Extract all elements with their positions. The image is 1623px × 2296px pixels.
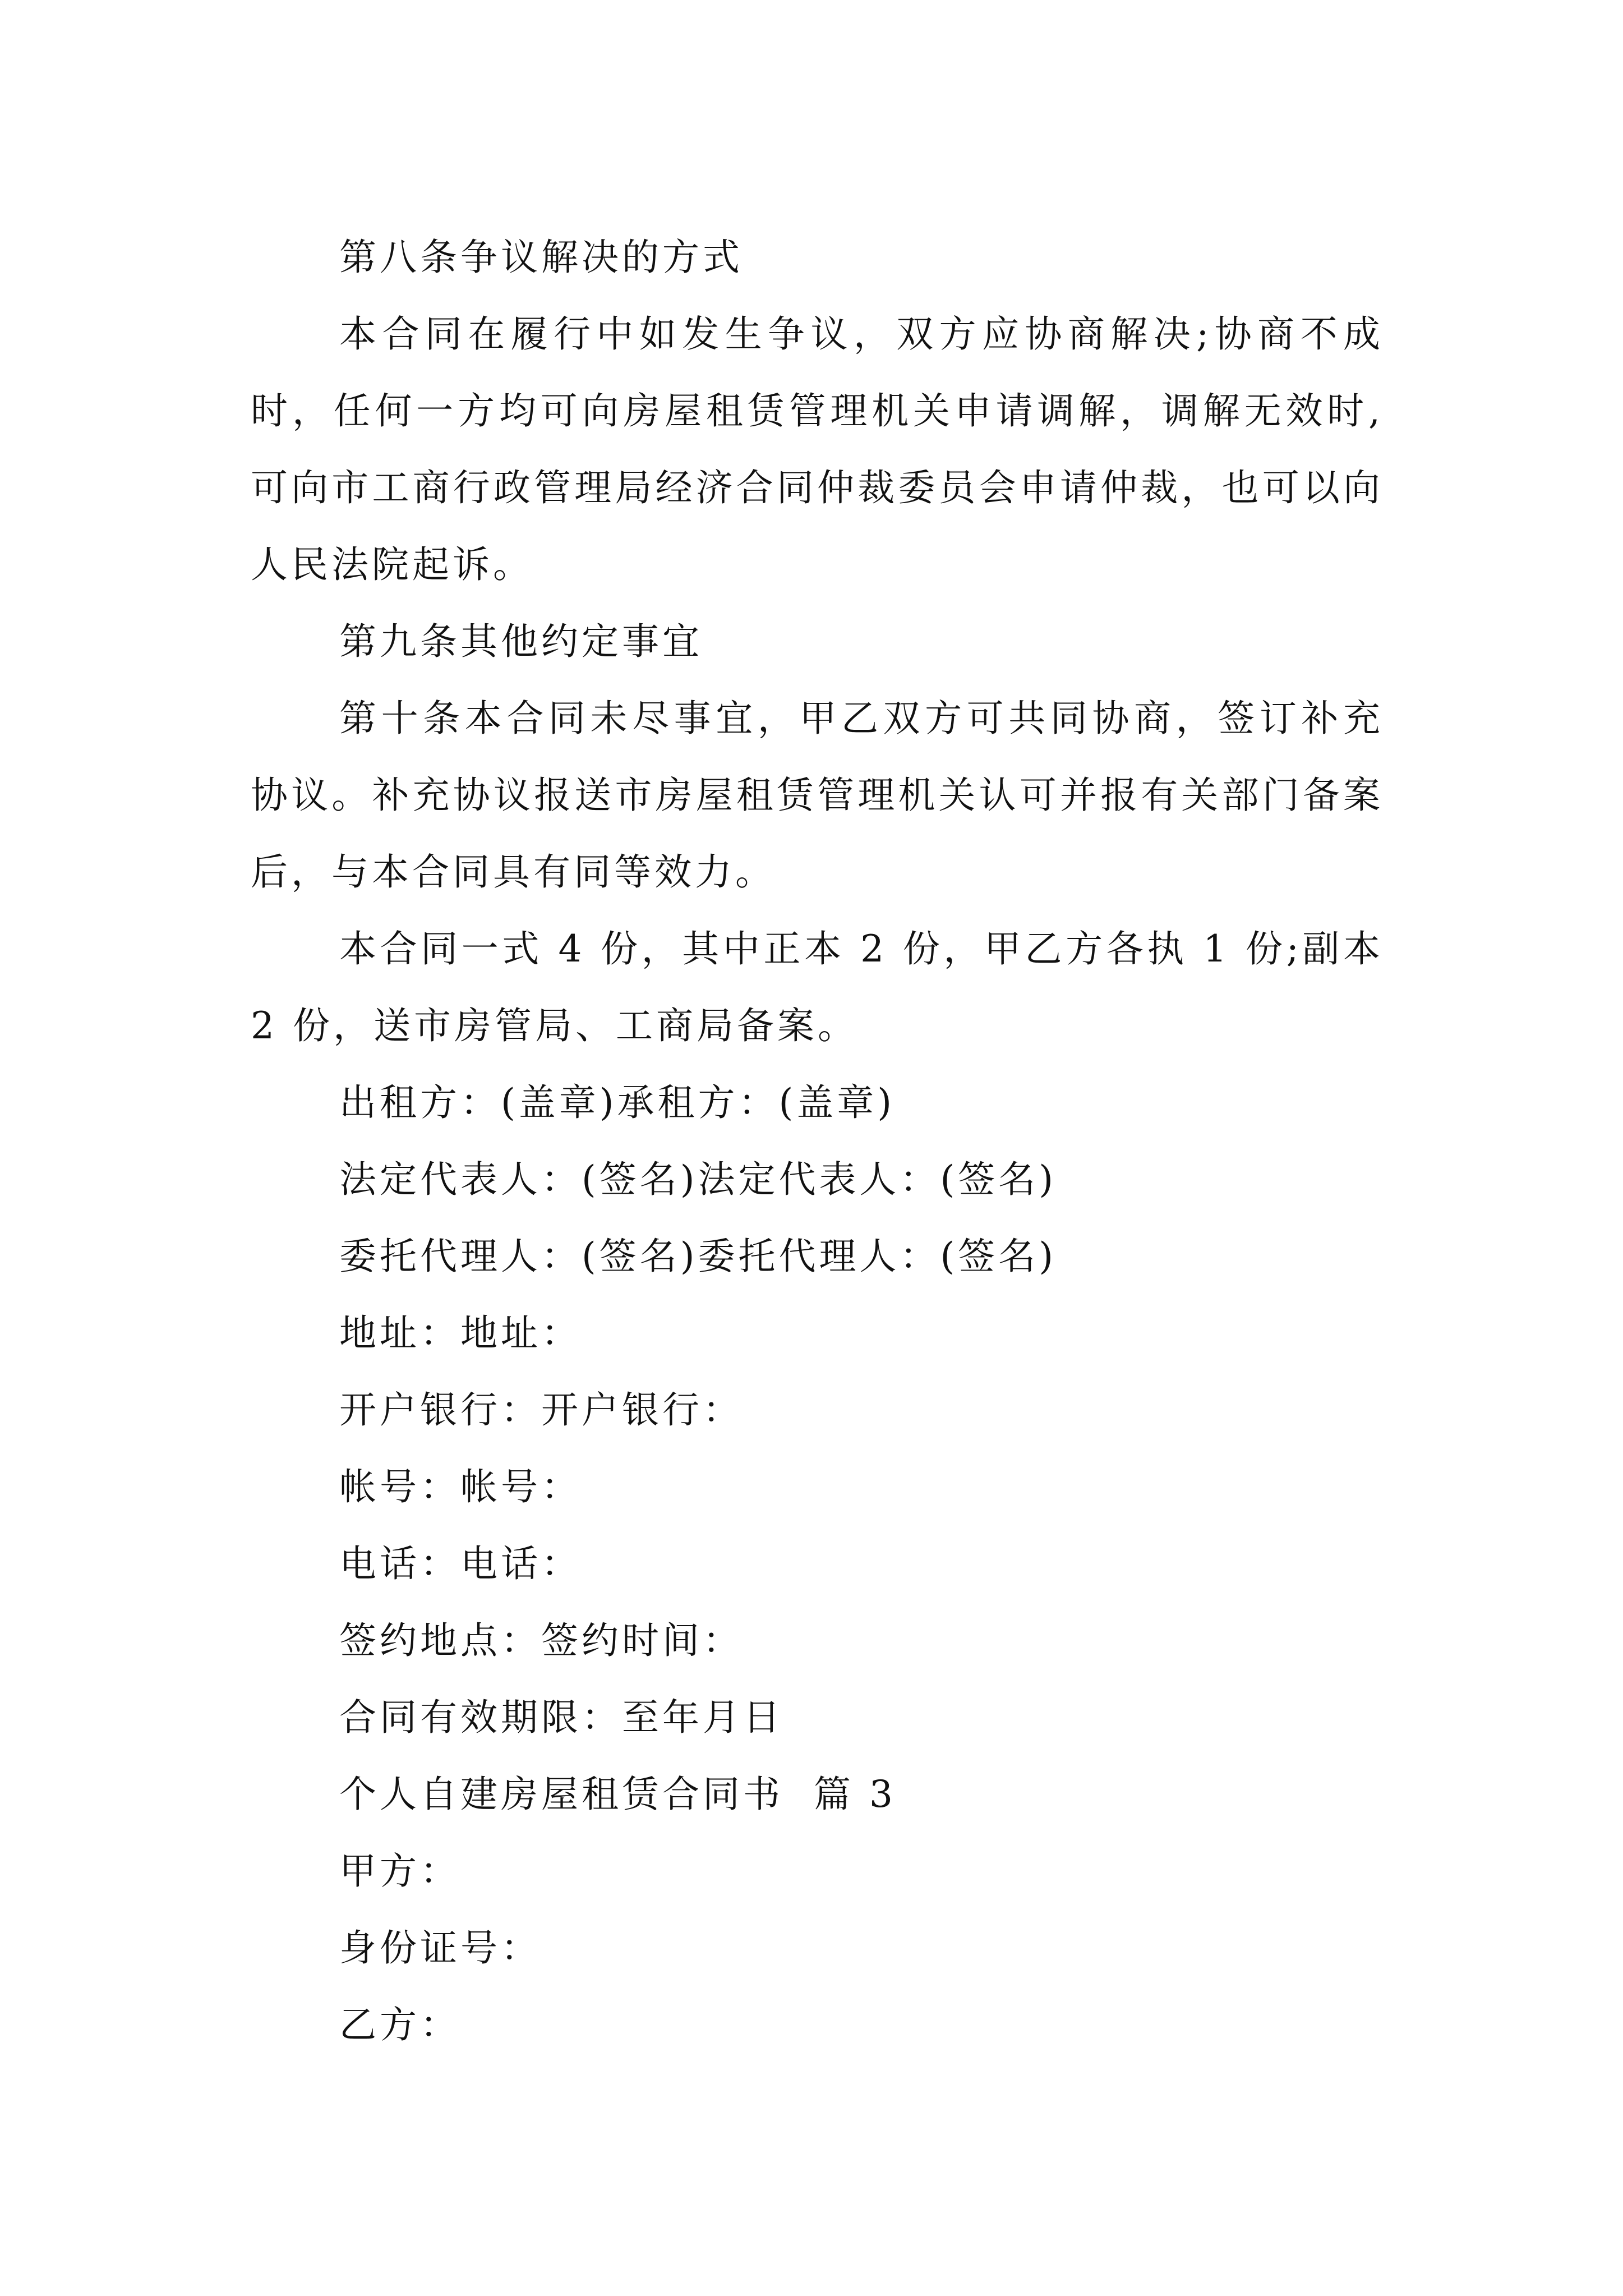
bank-line: 开户银行：开户银行： xyxy=(339,1388,743,1432)
sign-place-time-line: 签约地点：签约时间： xyxy=(339,1619,743,1662)
article-8-body: 本合同在履行中如发生争议，双方应协商解决;协商不成时，任何一方均可向房屋租赁管理机关申请调解，调解无效时,可向市工商行政管理局经济合同仲裁委员会申请仲裁，也可以向人民法院起诉。 xyxy=(251,312,1384,586)
section-title: 个人自建房屋租赁合同书 篇 3 xyxy=(339,1773,896,1816)
legal-representative-line: 法定代表人：(签名)法定代表人：(签名) xyxy=(339,1158,1057,1201)
agent-line: 委托代理人：(签名)委托代理人：(签名) xyxy=(339,1235,1057,1278)
article-10-body: 第十条本合同未尽事宜，甲乙双方可共同协商，签订补充协议。补充协议报送市房屋租赁管理机关认可并报有关部门备案后，与本合同具有同等效力。 xyxy=(251,697,1384,894)
address-line: 地址：地址： xyxy=(339,1312,582,1355)
article-8-title: 第八条争议解决的方式 xyxy=(339,236,743,279)
article-9-title: 第九条其他约定事宜 xyxy=(339,620,703,663)
validity-line: 合同有效期限：至年月日 xyxy=(339,1696,783,1739)
party-b-line: 乙方： xyxy=(339,2003,460,2046)
account-line: 帐号：帐号： xyxy=(339,1465,582,1508)
phone-line: 电话：电话： xyxy=(339,1542,582,1585)
document-body xyxy=(251,219,1384,2063)
lessor-lessee-line: 出租方：(盖章)承租方：(盖章) xyxy=(339,1081,895,1124)
id-number-line: 身份证号： xyxy=(339,1926,541,1970)
copies-paragraph: 本合同一式 4 份，其中正本 2 份，甲乙方各执 1 份;副本 2 份，送市房管局、工商局备案。 xyxy=(251,927,1384,1047)
party-a-line: 甲方： xyxy=(339,1849,460,1893)
